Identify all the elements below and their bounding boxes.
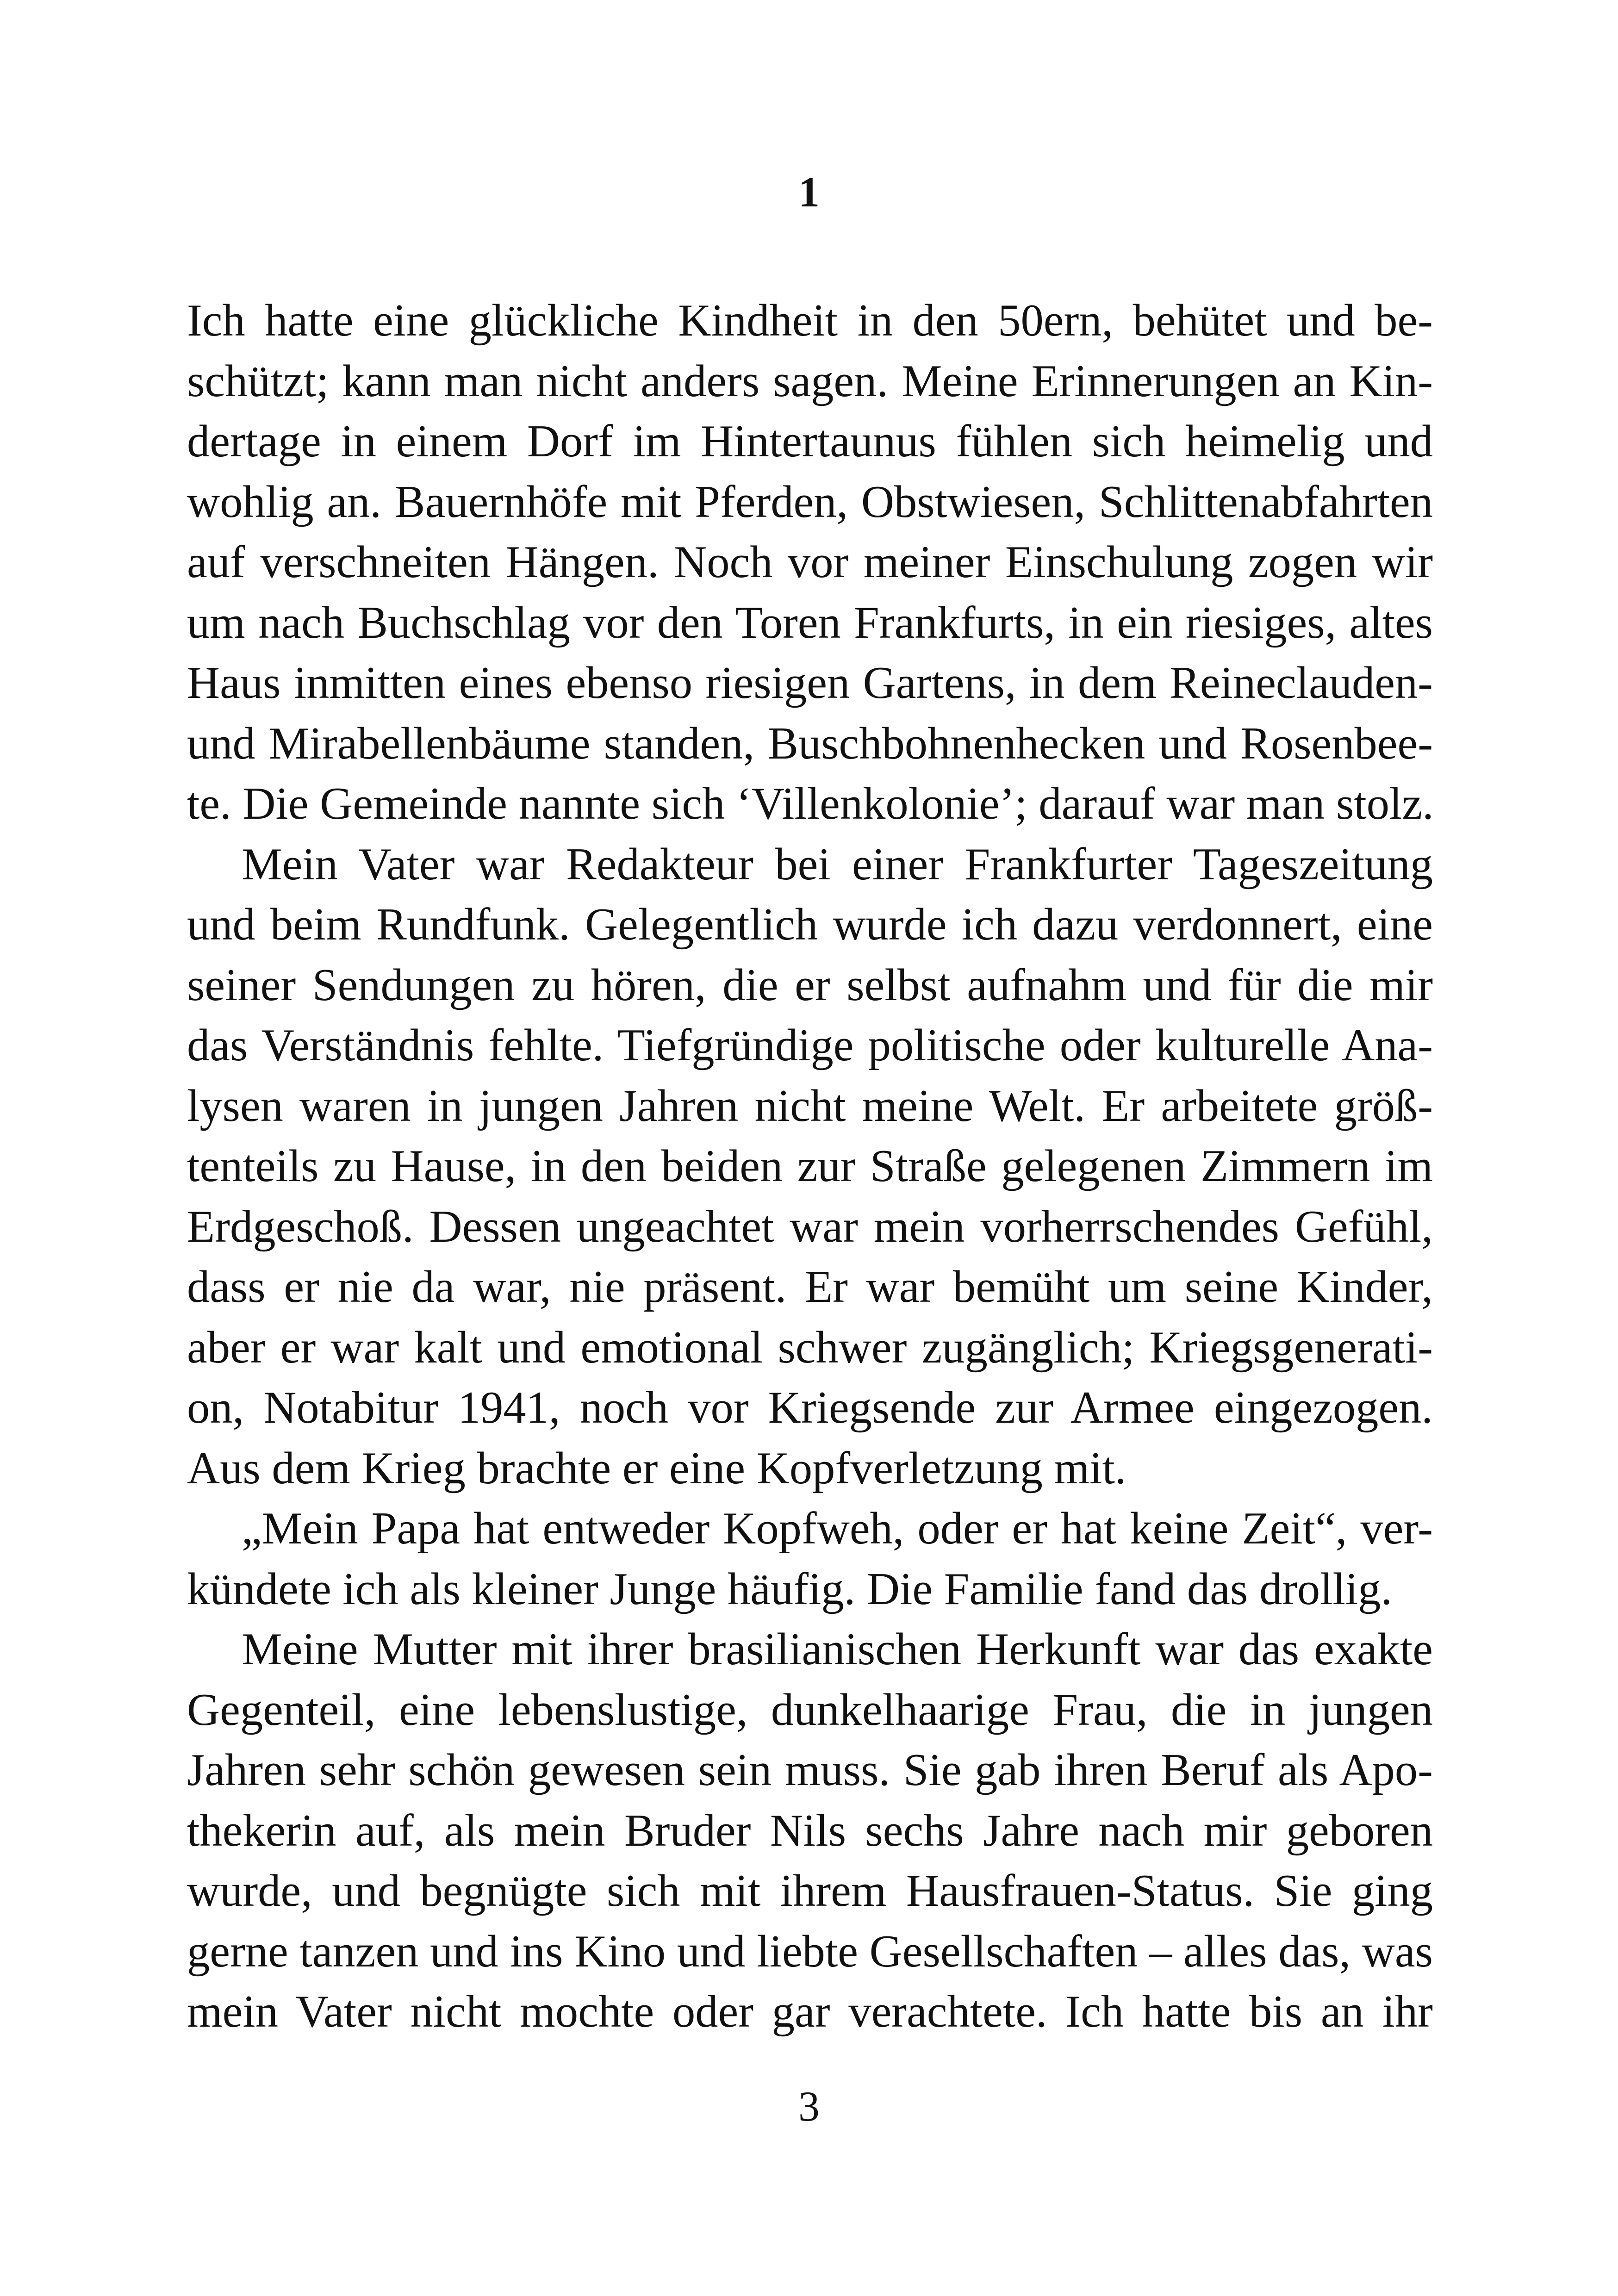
text-line: und beim Rundfunk. Gelegentlich wurde ich dazu verdonnert, eine: [187, 899, 1433, 950]
text-line: das Verständnis fehlte. Tiefgründige politische oder kulturelle Ana-: [187, 1020, 1433, 1070]
text-line: Erdgeschoß. Dessen ungeachtet war mein vorherrschendes Gefühl,: [187, 1201, 1433, 1252]
text-line: „Mein Papa hat entweder Kopfweh, oder er hat keine Zeit“, ver-: [242, 1503, 1433, 1554]
chapter-number: 1: [798, 168, 820, 216]
paragraph-3: [187, 1499, 1433, 1619]
text-line: Mein Vater war Redakteur bei einer Frankfurter Tageszeitung: [242, 839, 1433, 890]
text-line: mein Vater nicht mochte oder gar verachtete. Ich hatte bis an ihr: [187, 1986, 1433, 2037]
text-line: dass er nie da war, nie präsent. Er war bemüht um seine Kinder,: [187, 1262, 1433, 1312]
text-line: thekerin auf, als mein Bruder Nils sechs Jahre nach mir geboren: [187, 1805, 1433, 1856]
text-line: auf verschneiten Hängen. Noch vor meiner Einschulung zogen wir: [187, 537, 1433, 587]
text-line: Gegenteil, eine lebenslustige, dunkelhaarige Frau, die in jungen: [187, 1684, 1433, 1735]
text-line: und Mirabellenbäume standen, Buschbohnenhecken und Rosenbee-: [187, 718, 1433, 769]
paragraph-2: [187, 834, 1433, 1499]
text-line: te. Die Gemeinde nannte sich ‘Villenkolonie’; darauf war man stolz.: [187, 778, 1434, 829]
text-line: on, Notabitur 1941, noch vor Kriegsende zur Armee eingezogen.: [187, 1382, 1433, 1433]
body-text: [187, 291, 1433, 2042]
text-line: lysen waren in jungen Jahren nicht meine Welt. Er arbeitete größ-: [187, 1080, 1433, 1131]
text-line: tenteils zu Hause, in den beiden zur Straße gelegenen Zimmern im: [187, 1141, 1433, 1191]
page-number: 3: [798, 2083, 820, 2130]
text-line: gerne tanzen und ins Kino und liebte Gesellschaften – alles das, was: [187, 1926, 1433, 1977]
text-line: schützt; kann man nicht anders sagen. Meine Erinnerungen an Kin-: [187, 355, 1433, 406]
text-line: kündete ich als kleiner Junge häufig. Die Familie fand das drollig.: [187, 1563, 1393, 1614]
text-line: seiner Sendungen zu hören, die er selbst aufnahm und für die mir: [187, 959, 1433, 1010]
paragraph-1: [187, 291, 1433, 834]
paragraph-4: [187, 1619, 1433, 2042]
text-line: Jahren sehr schön gewesen sein muss. Sie gab ihren Beruf als Apo-: [187, 1745, 1433, 1795]
text-line: aber er war kalt und emotional schwer zugänglich; Kriegsgenerati-: [187, 1322, 1433, 1373]
text-line: wurde, und begnügte sich mit ihrem Hausfrauen-Status. Sie ging: [187, 1866, 1433, 1916]
text-line: um nach Buchschlag vor den Toren Frankfurts, in ein riesiges, altes: [187, 597, 1433, 648]
text-line: Aus dem Krieg brachte er eine Kopfverletzung mit.: [187, 1443, 1126, 1493]
text-line: wohlig an. Bauernhöfe mit Pferden, Obstwiesen, Schlittenabfahrten: [187, 476, 1433, 527]
text-line: Haus inmitten eines ebenso riesigen Gartens, in dem Reineclauden-: [187, 658, 1433, 708]
text-line: Ich hatte eine glückliche Kindheit in den 50ern, behütet und be-: [187, 295, 1433, 346]
text-line: Meine Mutter mit ihrer brasilianischen Herkunft war das exakte: [242, 1624, 1433, 1674]
text-line: dertage in einem Dorf im Hintertaunus fühlen sich heimelig und: [187, 416, 1433, 467]
